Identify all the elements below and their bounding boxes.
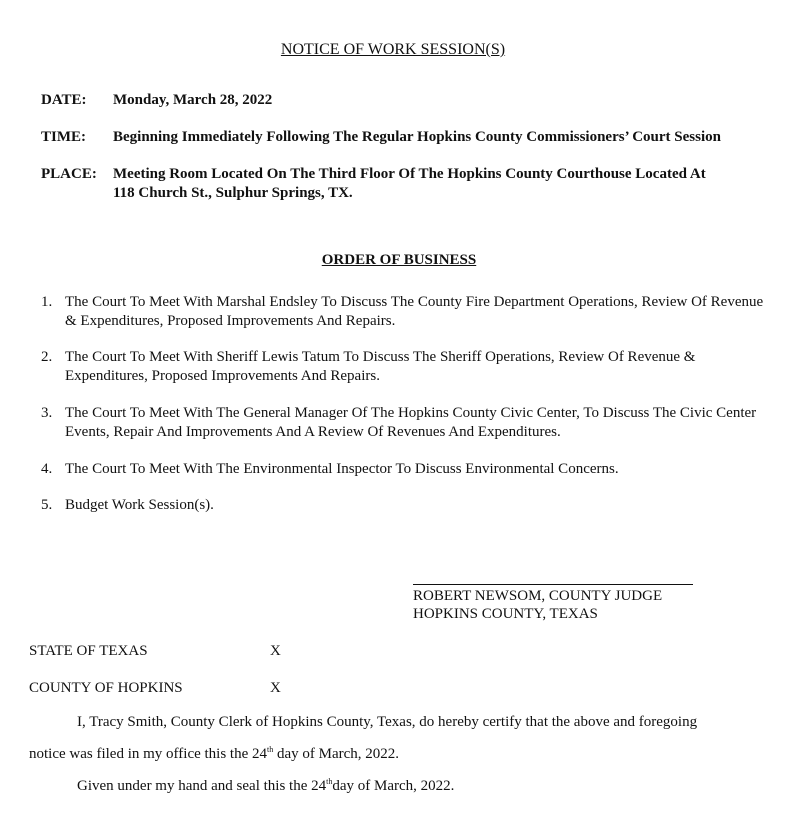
item-number: 4.	[41, 461, 53, 477]
date-value: Monday, March 28, 2022	[113, 92, 273, 108]
item-text: The Court To Meet With The General Manager Of The Hopkins County Civic Center, To Discuss The Civic Center Events, Repair And Improvements And A Review Of Revenues And Expenditures.	[65, 405, 757, 440]
place-line-1: Meeting Room Located On The Third Floor Of The Hopkins County Courthouse Located At	[113, 166, 706, 182]
signer-org: HOPKINS COUNTY, TEXAS	[413, 606, 598, 622]
state-mark: X	[270, 643, 281, 659]
signer-name: ROBERT NEWSOM, COUNTY JUDGE	[413, 588, 663, 604]
item-number: 3.	[41, 405, 53, 421]
order-heading: ORDER OF BUSINESS	[321, 252, 477, 268]
given-statement: Given under my hand and seal this the 24thday of March, 2022.	[77, 777, 455, 794]
time-value: Beginning Immediately Following The Regular Hopkins County Commissioners’ Court Session	[113, 129, 721, 145]
item-text: The Court To Meet With Sheriff Lewis Tatum To Discuss The Sheriff Operations, Review Of Revenue & Expenditures, Proposed Improvements And Repairs.	[65, 349, 696, 384]
item-number: 2.	[41, 349, 53, 365]
state-label: STATE OF TEXAS	[29, 643, 148, 659]
place-label: PLACE:	[41, 166, 97, 182]
item-number: 5.	[41, 497, 53, 513]
county-mark: X	[270, 680, 281, 696]
item-text: The Court To Meet With Marshal Endsley To Discuss The County Fire Department Operations, Review Of Revenue & Expenditures, Proposed Improvements And Repairs.	[65, 294, 764, 329]
place-line-2: 118 Church St., Sulphur Springs, TX.	[113, 185, 353, 201]
item-number: 1.	[41, 294, 53, 310]
item-text: The Court To Meet With The Environmental Inspector To Discuss Environmental Concerns.	[65, 461, 619, 477]
page-title: NOTICE OF WORK SESSION(S)	[280, 41, 506, 58]
county-label: COUNTY OF HOPKINS	[29, 680, 183, 696]
certify-line-2: notice was filed in my office this the 24th day of March, 2022.	[29, 745, 400, 762]
signature-line	[413, 584, 693, 585]
certify-line-1: I, Tracy Smith, County Clerk of Hopkins County, Texas, do hereby certify that the above and foregoing	[77, 714, 698, 730]
date-label: DATE:	[41, 92, 87, 108]
item-text: Budget Work Session(s).	[65, 497, 214, 513]
time-label: TIME:	[41, 129, 86, 145]
